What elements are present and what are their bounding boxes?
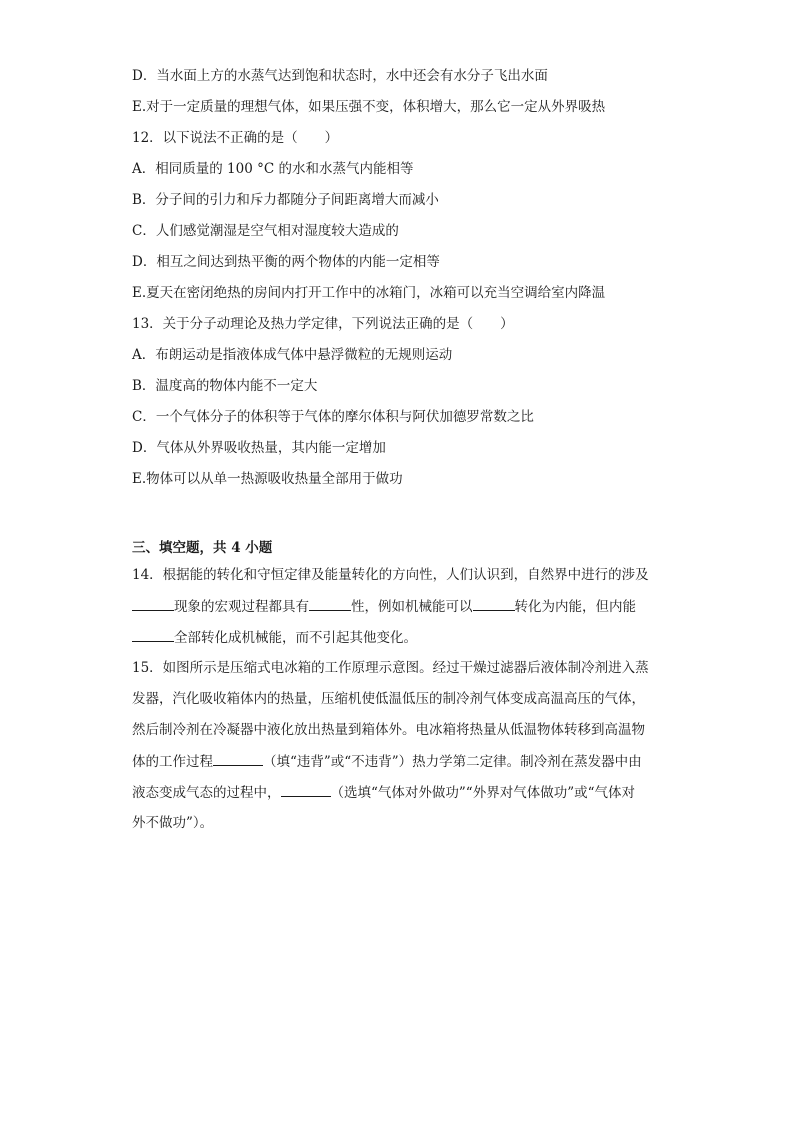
q11-option-e: E.对于一定质量的理想气体，如果压强不变，体积增大，那么它一定从外界吸热	[132, 99, 606, 115]
q15-text-segment: （填“违背”或“不违背”）热力学第二定律。制冷剂在蒸发器中由	[263, 754, 642, 770]
q15-line-3: 然后制冷剂在冷凝器中液化放出热量到箱体外。电冰箱将热量从低温物体转移到高温物	[132, 722, 645, 738]
q15-line-1: 15．如图所示是压缩式电冰箱的工作原理示意图。经过干燥过滤器后液体制冷剂进入蒸	[132, 660, 649, 676]
answer-blank[interactable]	[132, 627, 174, 642]
q15-text-segment: （选填“气体对外做功”“外界对气体做功”或“气体对	[330, 785, 636, 801]
q14-line-1: 14．根据能的转化和守恒定律及能量转化的方向性，人们认识到，自然界中进行的涉及	[132, 567, 649, 583]
q15-text-segment: 液态变成气态的过程中，	[132, 785, 281, 801]
q12-option-b: B．分子间的引力和斥力都随分子间距离增大而减小	[132, 192, 439, 208]
q11-option-d: D．当水面上方的水蒸气达到饱和状态时，水中还会有水分子飞出水面	[132, 68, 548, 84]
q15-line-2: 发器，汽化吸收箱体内的热量，压缩机使低温低压的制冷剂气体变成高温高压的气体，	[132, 691, 645, 707]
answer-blank[interactable]	[473, 596, 515, 611]
q15-line-4	[132, 751, 642, 772]
q14-text-segment: 性，例如机械能可以	[351, 599, 473, 615]
q13-option-a: A．布朗运动是指液体成气体中悬浮微粒的无规则运动	[132, 347, 453, 363]
q12-option-a: A．相同质量的 100 °C 的水和水蒸气内能相等	[132, 161, 414, 177]
q13-stem: 13．关于分子动理论及热力学定律，下列说法正确的是（ ）	[132, 316, 514, 332]
q15-line-5	[132, 782, 635, 803]
answer-blank[interactable]	[309, 596, 351, 611]
section-heading: 三、填空题，共 4 小题	[132, 540, 273, 556]
q12-option-c: C．人们感觉潮湿是空气相对湿度较大造成的	[132, 223, 399, 239]
q14-text-segment: 全部转化成机械能，而不引起其他变化。	[174, 630, 417, 646]
q14-text-segment: 转化为内能，但内能	[514, 599, 636, 615]
q13-option-e: E.物体可以从单一热源吸收热量全部用于做功	[132, 471, 403, 487]
q13-option-d: D．气体从外界吸收热量，其内能一定增加	[132, 440, 386, 456]
q15-text-segment: 体的工作过程	[132, 754, 213, 770]
q12-option-d: D．相互之间达到热平衡的两个物体的内能一定相等	[132, 254, 440, 270]
q13-option-b: B．温度高的物体内能不一定大	[132, 378, 318, 394]
q14-text-segment: 现象的宏观过程都具有	[174, 599, 309, 615]
q13-option-c: C．一个气体分子的体积等于气体的摩尔体积与阿伏加德罗常数之比	[132, 409, 534, 425]
q15-line-6: 外不做功”）。	[132, 815, 214, 831]
q14-line-3	[132, 627, 417, 648]
q12-option-e: E.夏天在密闭绝热的房间内打开工作中的冰箱门，冰箱可以充当空调给室内降温	[132, 285, 606, 301]
q12-stem: 12．以下说法不正确的是（ ）	[132, 130, 339, 146]
answer-blank[interactable]	[132, 596, 174, 611]
q14-line-2	[132, 596, 636, 617]
answer-blank[interactable]	[281, 782, 331, 797]
answer-blank[interactable]	[213, 751, 263, 766]
